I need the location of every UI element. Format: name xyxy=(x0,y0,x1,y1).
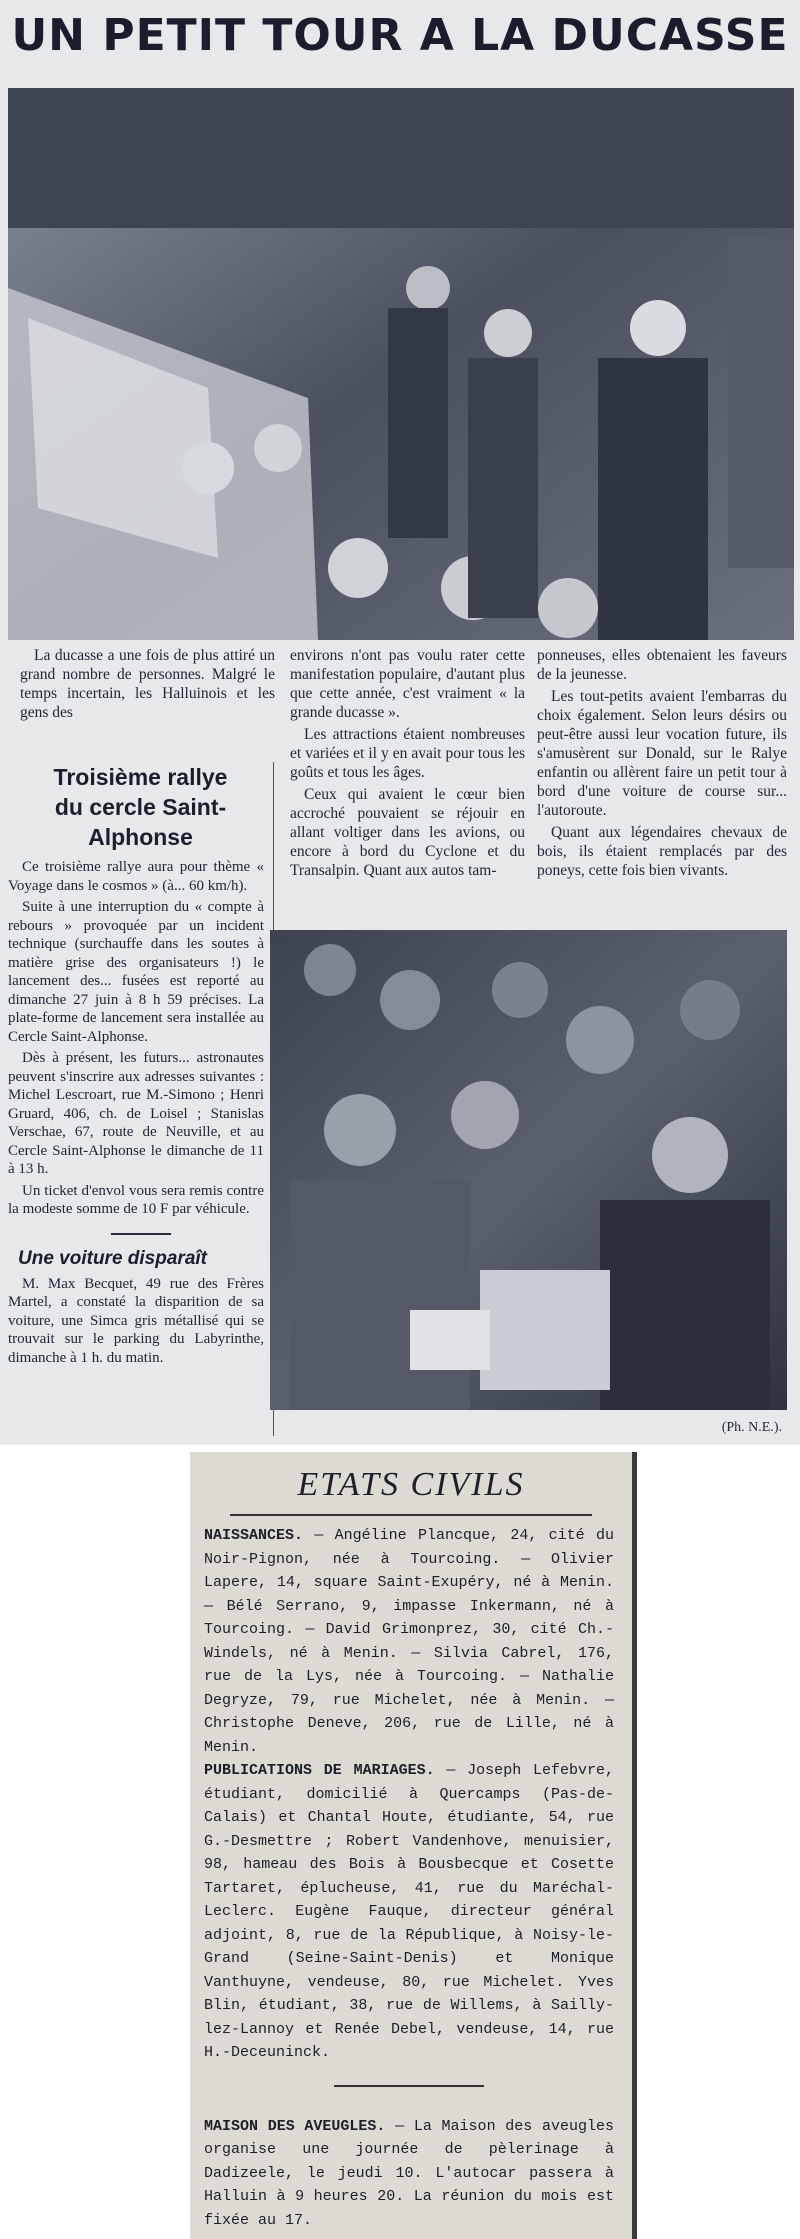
rallye-title-line2: du cercle Saint-Alphonse xyxy=(54,794,227,850)
aveugles-text: — La Maison des aveugles organise une journée de pèlerinage à Dadizeele, le jeudi 10. L'autocar passera à Halluin à 9 heures 20. La réunion du mois est fixée au 17. xyxy=(204,2117,614,2229)
article-paragraph: La ducasse a une fois de plus attiré un grand nombre de personnes. Malgré le temps incertain, les Halluinois et les gens des xyxy=(20,647,275,721)
article-paragraph: environs n'ont pas voulu rater cette manifestation populaire, d'autant plus que cette année, c'est vraiment « la grande ducasse ». xyxy=(290,647,525,721)
mariages-text: — Joseph Lefebvre, étudiant, domicilié à Quercamps (Pas-de-Calais) et Chantal Houte, étudiante, 54, rue G.-Desmettre ; Robert Vandenhove, menuisier, 98, hameau des Bois à Bousbecque et Cosette Tartaret, éplucheuse, 41, rue du Maréchal-Leclerc. Eugène Fauque, directeur général adjoint, 8, rue de la République, à Noisy-le-Grand (Seine-Saint-Denis) et Monique Vanthuyne, vendeuse, 80, rue Michelet. Yves Blin, étudiant, 38, rue de Willems, à Sailly-lez-Lannoy et Renée Debel, vendeuse, 14, rue H.-Deceuninck. xyxy=(204,1762,614,2061)
rallye-paragraph: Ce troisième rallye aura pour thème « Voyage dans le cosmos » (à... 60 km/h). xyxy=(8,859,264,894)
headline: UN PETIT TOUR A LA DUCASSE xyxy=(11,10,789,61)
separator xyxy=(111,1233,171,1235)
rallye-paragraph: Suite à une interruption du « compte à rebours » provoquée par un incident technique (surchauffe dans les soutes à matière grise des organisateurs !) le lancement des... fusées est reporté au dimanche 27 juin à 8 h 59 précises. La plate-forme de lancement sera installée au Cercle Saint-Alphonse. xyxy=(8,899,264,1045)
article-column-3 xyxy=(537,646,787,883)
photo-credit: (Ph. N.E.). xyxy=(721,1420,782,1435)
mariages-entry xyxy=(204,1759,614,2065)
mariages-label: PUBLICATIONS DE MARIAGES. xyxy=(204,1762,435,1779)
voiture-paragraph: M. Max Becquet, 49 rue des Frères Martel, a constaté la disparition de sa voiture, une Simca gris métallisé qui se trouvait sur le parking du Labyrinthe, dimanche à 1 h. du matin. xyxy=(8,1275,264,1366)
etats-civils-title: ETATS CIVILS xyxy=(297,1466,525,1503)
aveugles-entry xyxy=(204,2115,614,2233)
title-rule xyxy=(230,1514,592,1516)
article-paragraph: ponneuses, elles obtenaient les faveurs de la jeunesse. xyxy=(537,647,787,683)
voiture-title: Une voiture disparaît xyxy=(18,1247,207,1269)
article-paragraph: Les attractions étaient nombreuses et variées et il y en avait pour tous les goûts et tous les âges. xyxy=(290,726,525,781)
rallye-paragraph: Dès à présent, les futurs... astronautes peuvent s'inscrire aux adresses suivantes : Michel Lescroart, rue M.-Simono ; Henri Gruard, 406, ch. de Loisel ; Stanislas Verschae, 67, route de Neuville, et au Cercle Saint-Alphonse le dimanche de 11 à 13 h. xyxy=(8,1050,264,1177)
article-column-1 xyxy=(20,646,275,725)
photo-fair-crowd xyxy=(8,88,794,640)
voiture-body xyxy=(8,1275,264,1368)
rallye-title-line1: Troisième rallye xyxy=(53,764,228,790)
article-paragraph: Quant aux légendaires chevaux de bois, ils étaient remplacés par des poneys, cette fois bien vivants. xyxy=(537,824,787,879)
naissances-entry xyxy=(204,1524,614,1759)
naissances-text: — Angéline Plancque, 24, cité du Noir-Pignon, née à Tourcoing. — Olivier Lapere, 14, square Saint-Exupéry, né à Menin. — Bélé Serrano, 9, impasse Inkermann, né à Tourcoing. — David Grimonprez, 30, cité Ch.-Windels, né à Menin. — Silvia Cabrel, 176, rue de la Lys, née à Tourcoing. — Nathalie Degryze, 79, rue Michelet, née à Menin. — Christophe Deneve, 206, rue de Lille, né à Menin. xyxy=(204,1527,614,1756)
article-column-2 xyxy=(290,646,525,883)
rallye-paragraph: Un ticket d'envol vous sera remis contre la modeste somme de 10 F par véhicule. xyxy=(8,1182,264,1217)
aveugles-label: MAISON DES AVEUGLES. xyxy=(204,2117,386,2135)
photo-children-stand xyxy=(270,930,787,1410)
article-paragraph: Les tout-petits avaient l'embarras du choix également. Selon leurs désirs ou peut-être aussi leur vocation future, ils s'amusèrent sur Donald, sur le Ralye enfantin ou allèrent faire un petit tour à bord d'une voiture de course sur... l'autoroute. xyxy=(537,688,787,819)
article-paragraph: Ceux qui avaient le cœur bien accroché pouvaient se réjouir en allant voltiger dans les avions, ou encore à bord du Cyclone et du Transalpin. Quant aux autos tam- xyxy=(290,786,525,879)
section-rule xyxy=(334,2085,484,2087)
rallye-body xyxy=(8,858,264,1219)
etats-civils-body xyxy=(204,1524,614,2232)
naissances-label: NAISSANCES. xyxy=(204,1527,304,1544)
sidebar-articles xyxy=(8,762,274,1436)
etats-civils-clipping xyxy=(190,1452,637,2239)
